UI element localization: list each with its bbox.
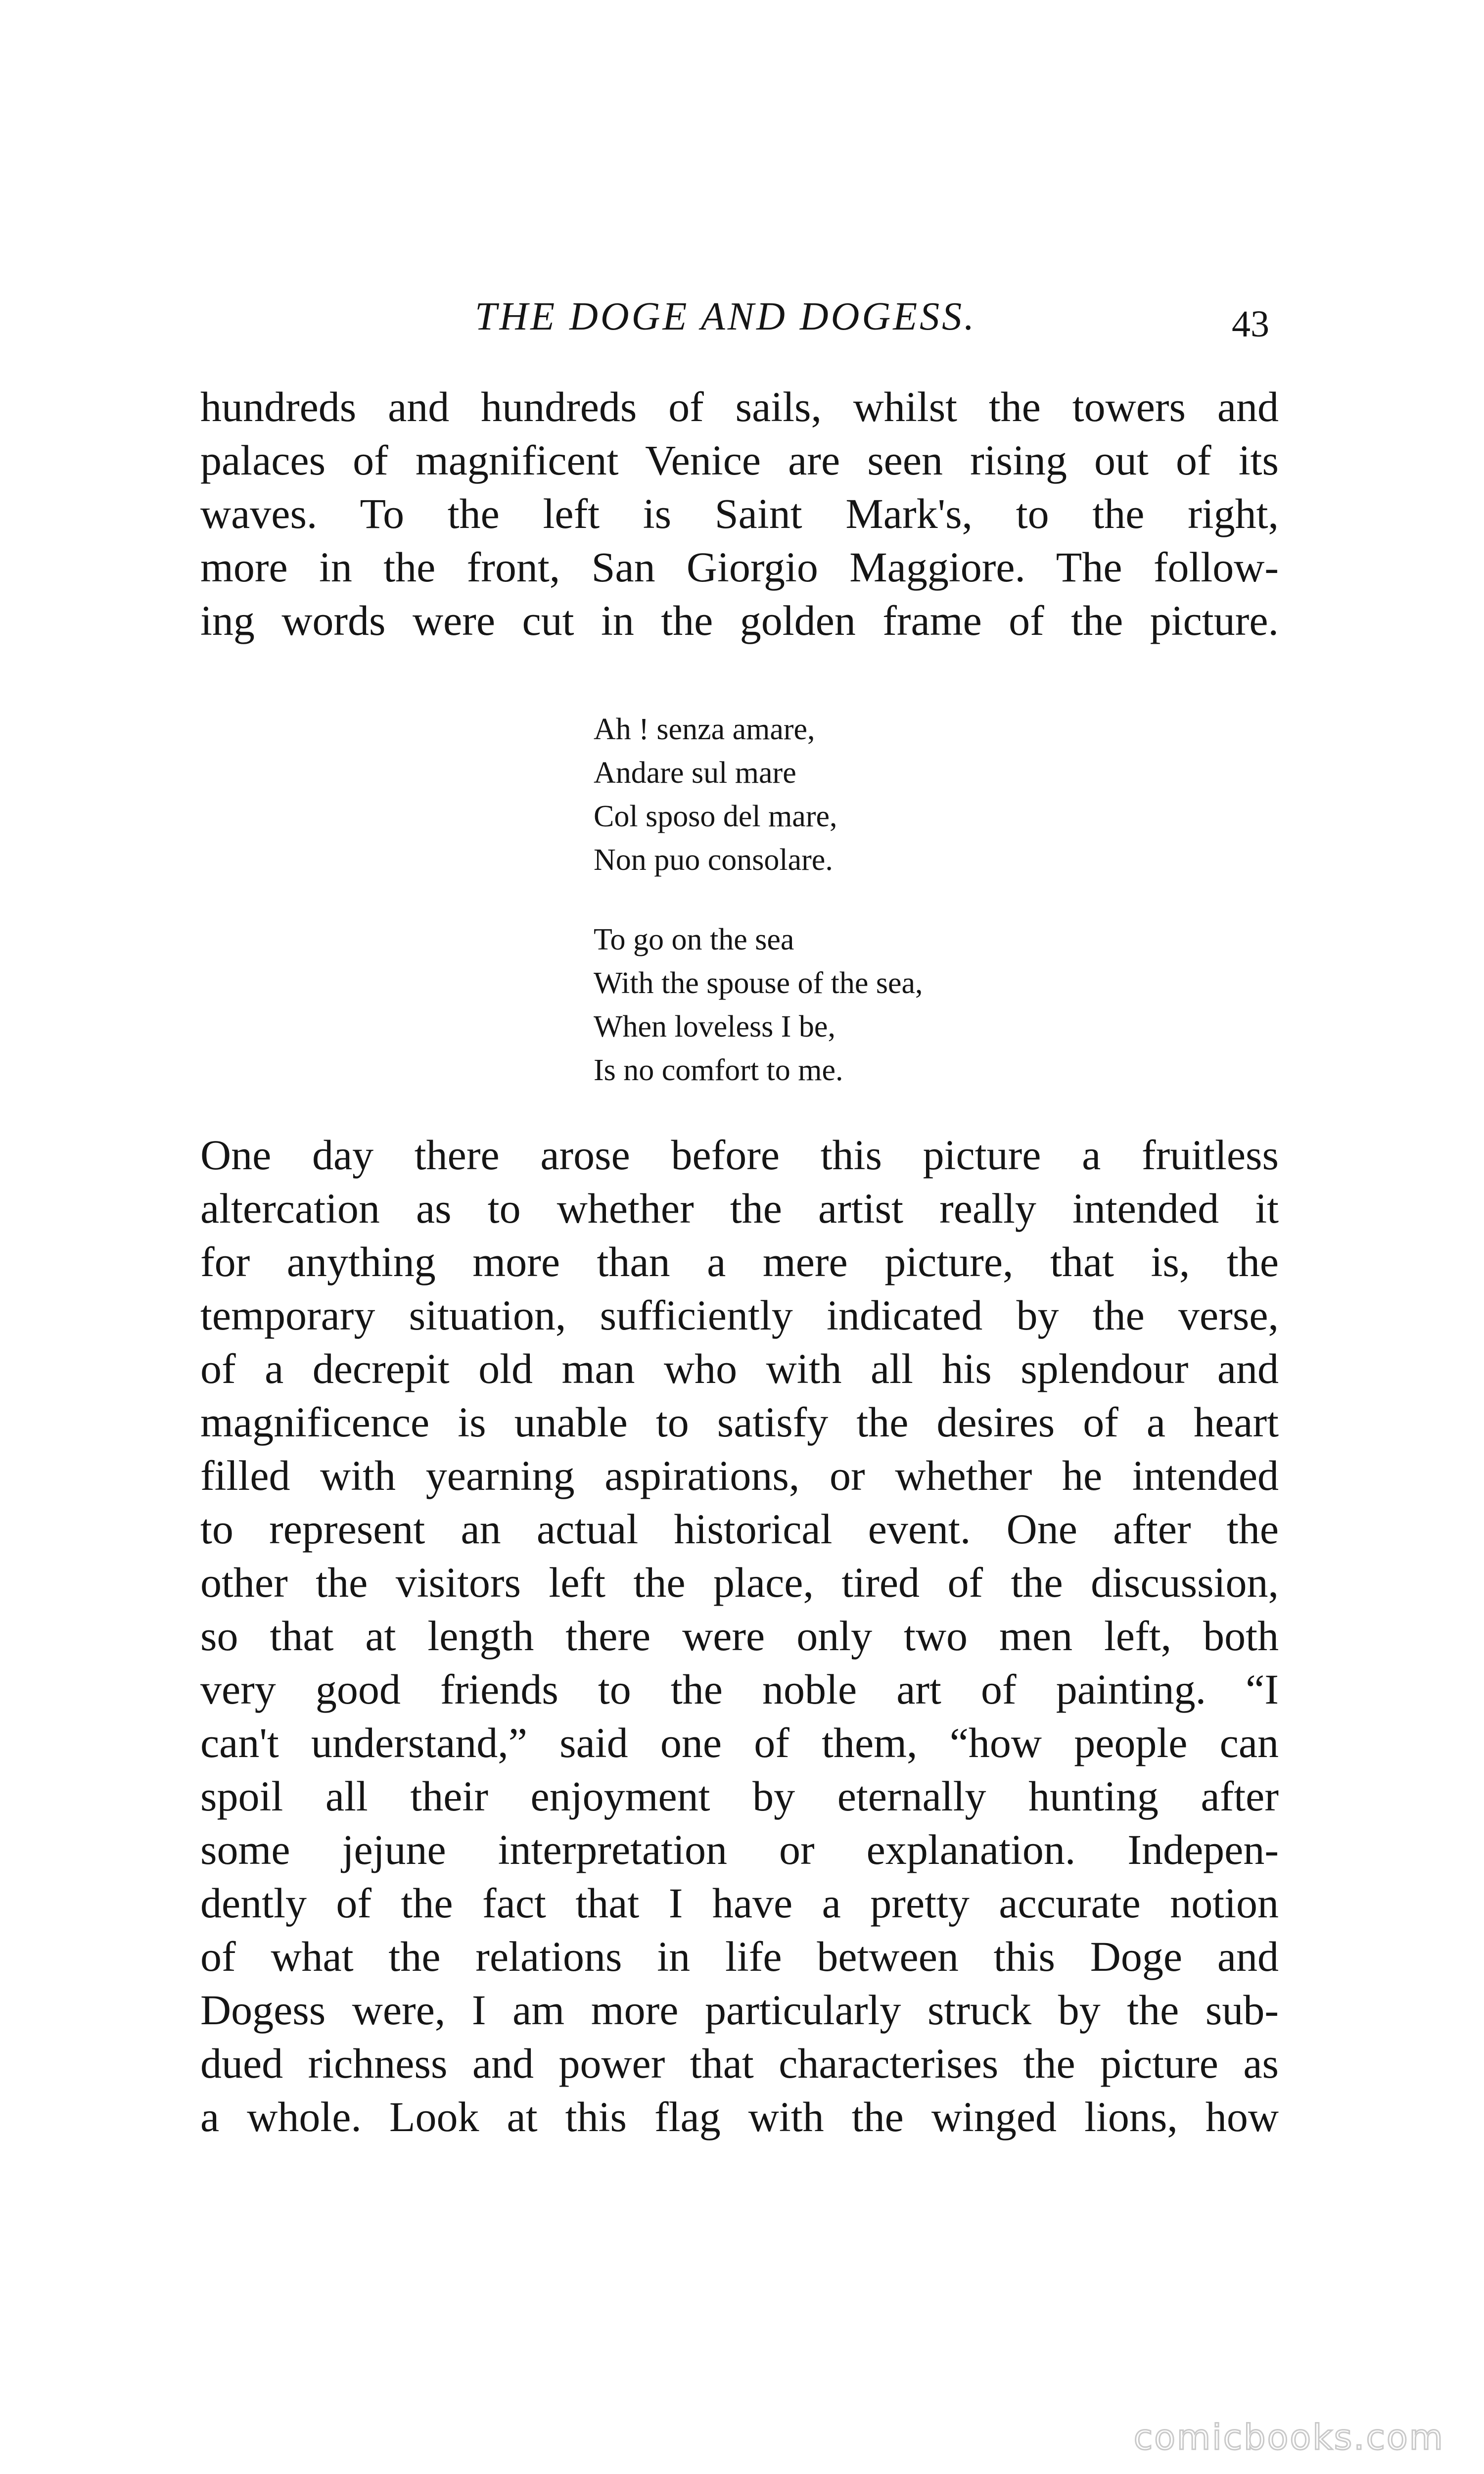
page-number: 43 [1232, 303, 1269, 345]
verse-english [594, 918, 923, 1092]
text-line: for anything more than a mere picture, that is, the [200, 1238, 1279, 1285]
text-line: to represent an actual historical event. One after the [200, 1505, 1279, 1553]
text-line: of what the relations in life between this Doge and [200, 1933, 1279, 1980]
text-line: dently of the fact that I have a pretty accurate notion [200, 1879, 1279, 1927]
verse-line: Ah ! senza amare, [594, 713, 815, 746]
text-line: a whole. Look at this flag with the winged lions, how [200, 2093, 1279, 2141]
text-line: ing words were cut in the golden frame of the picture. [200, 597, 1279, 644]
running-head: THE DOGE AND DOGESS. [475, 295, 977, 338]
text-line: other the visitors left the place, tired of the discussion, [200, 1559, 1279, 1606]
verse-line: Non puo consolare. [594, 843, 833, 877]
text-line: of a decrepit old man who with all his splendour and [200, 1345, 1279, 1392]
text-line: so that at length there were only two men left, both [200, 1612, 1279, 1660]
text-line: some jejune interpretation or explanation. Indepen- [200, 1826, 1279, 1873]
text-line: very good friends to the noble art of painting. “I [200, 1665, 1279, 1713]
verse-line: Col sposo del mare, [594, 800, 837, 833]
text-line: altercation as to whether the artist really intended it [200, 1185, 1279, 1232]
text-line: dued richness and power that characterises the picture as [200, 2040, 1279, 2087]
verse-line: With the spouse of the sea, [594, 966, 923, 1000]
verse-italian [594, 708, 837, 882]
verse-line: When loveless I be, [594, 1010, 835, 1044]
text-line: spoil all their enjoyment by eternally hunting after [200, 1772, 1279, 1820]
verse-line: Andare sul mare [594, 756, 796, 790]
text-line: One day there arose before this picture a fruitless [200, 1131, 1279, 1179]
verse-line: To go on the sea [594, 923, 794, 956]
text-line: temporary situation, sufficiently indicated by the verse, [200, 1291, 1279, 1339]
text-line: can't understand,” said one of them, “how people can [200, 1719, 1279, 1766]
text-line: palaces of magnificent Venice are seen rising out of its [200, 436, 1279, 484]
paragraph-1 [200, 380, 1279, 647]
text-line: Dogess were, I am more particularly struck by the sub- [200, 1986, 1279, 2034]
text-line: filled with yearning aspirations, or whether he intended [200, 1452, 1279, 1499]
text-line: magnificence is unable to satisfy the desires of a heart [200, 1398, 1279, 1446]
watermark: comicbooks.com [1133, 2417, 1444, 2458]
verse-line: Is no comfort to me. [594, 1053, 843, 1087]
text-line: hundreds and hundreds of sails, whilst the towers and [200, 383, 1279, 430]
paragraph-2 [200, 1128, 1279, 2143]
text-line: waves. To the left is Saint Mark's, to the right, [200, 490, 1279, 537]
text-line: more in the front, San Giorgio Maggiore. The follow- [200, 543, 1279, 591]
